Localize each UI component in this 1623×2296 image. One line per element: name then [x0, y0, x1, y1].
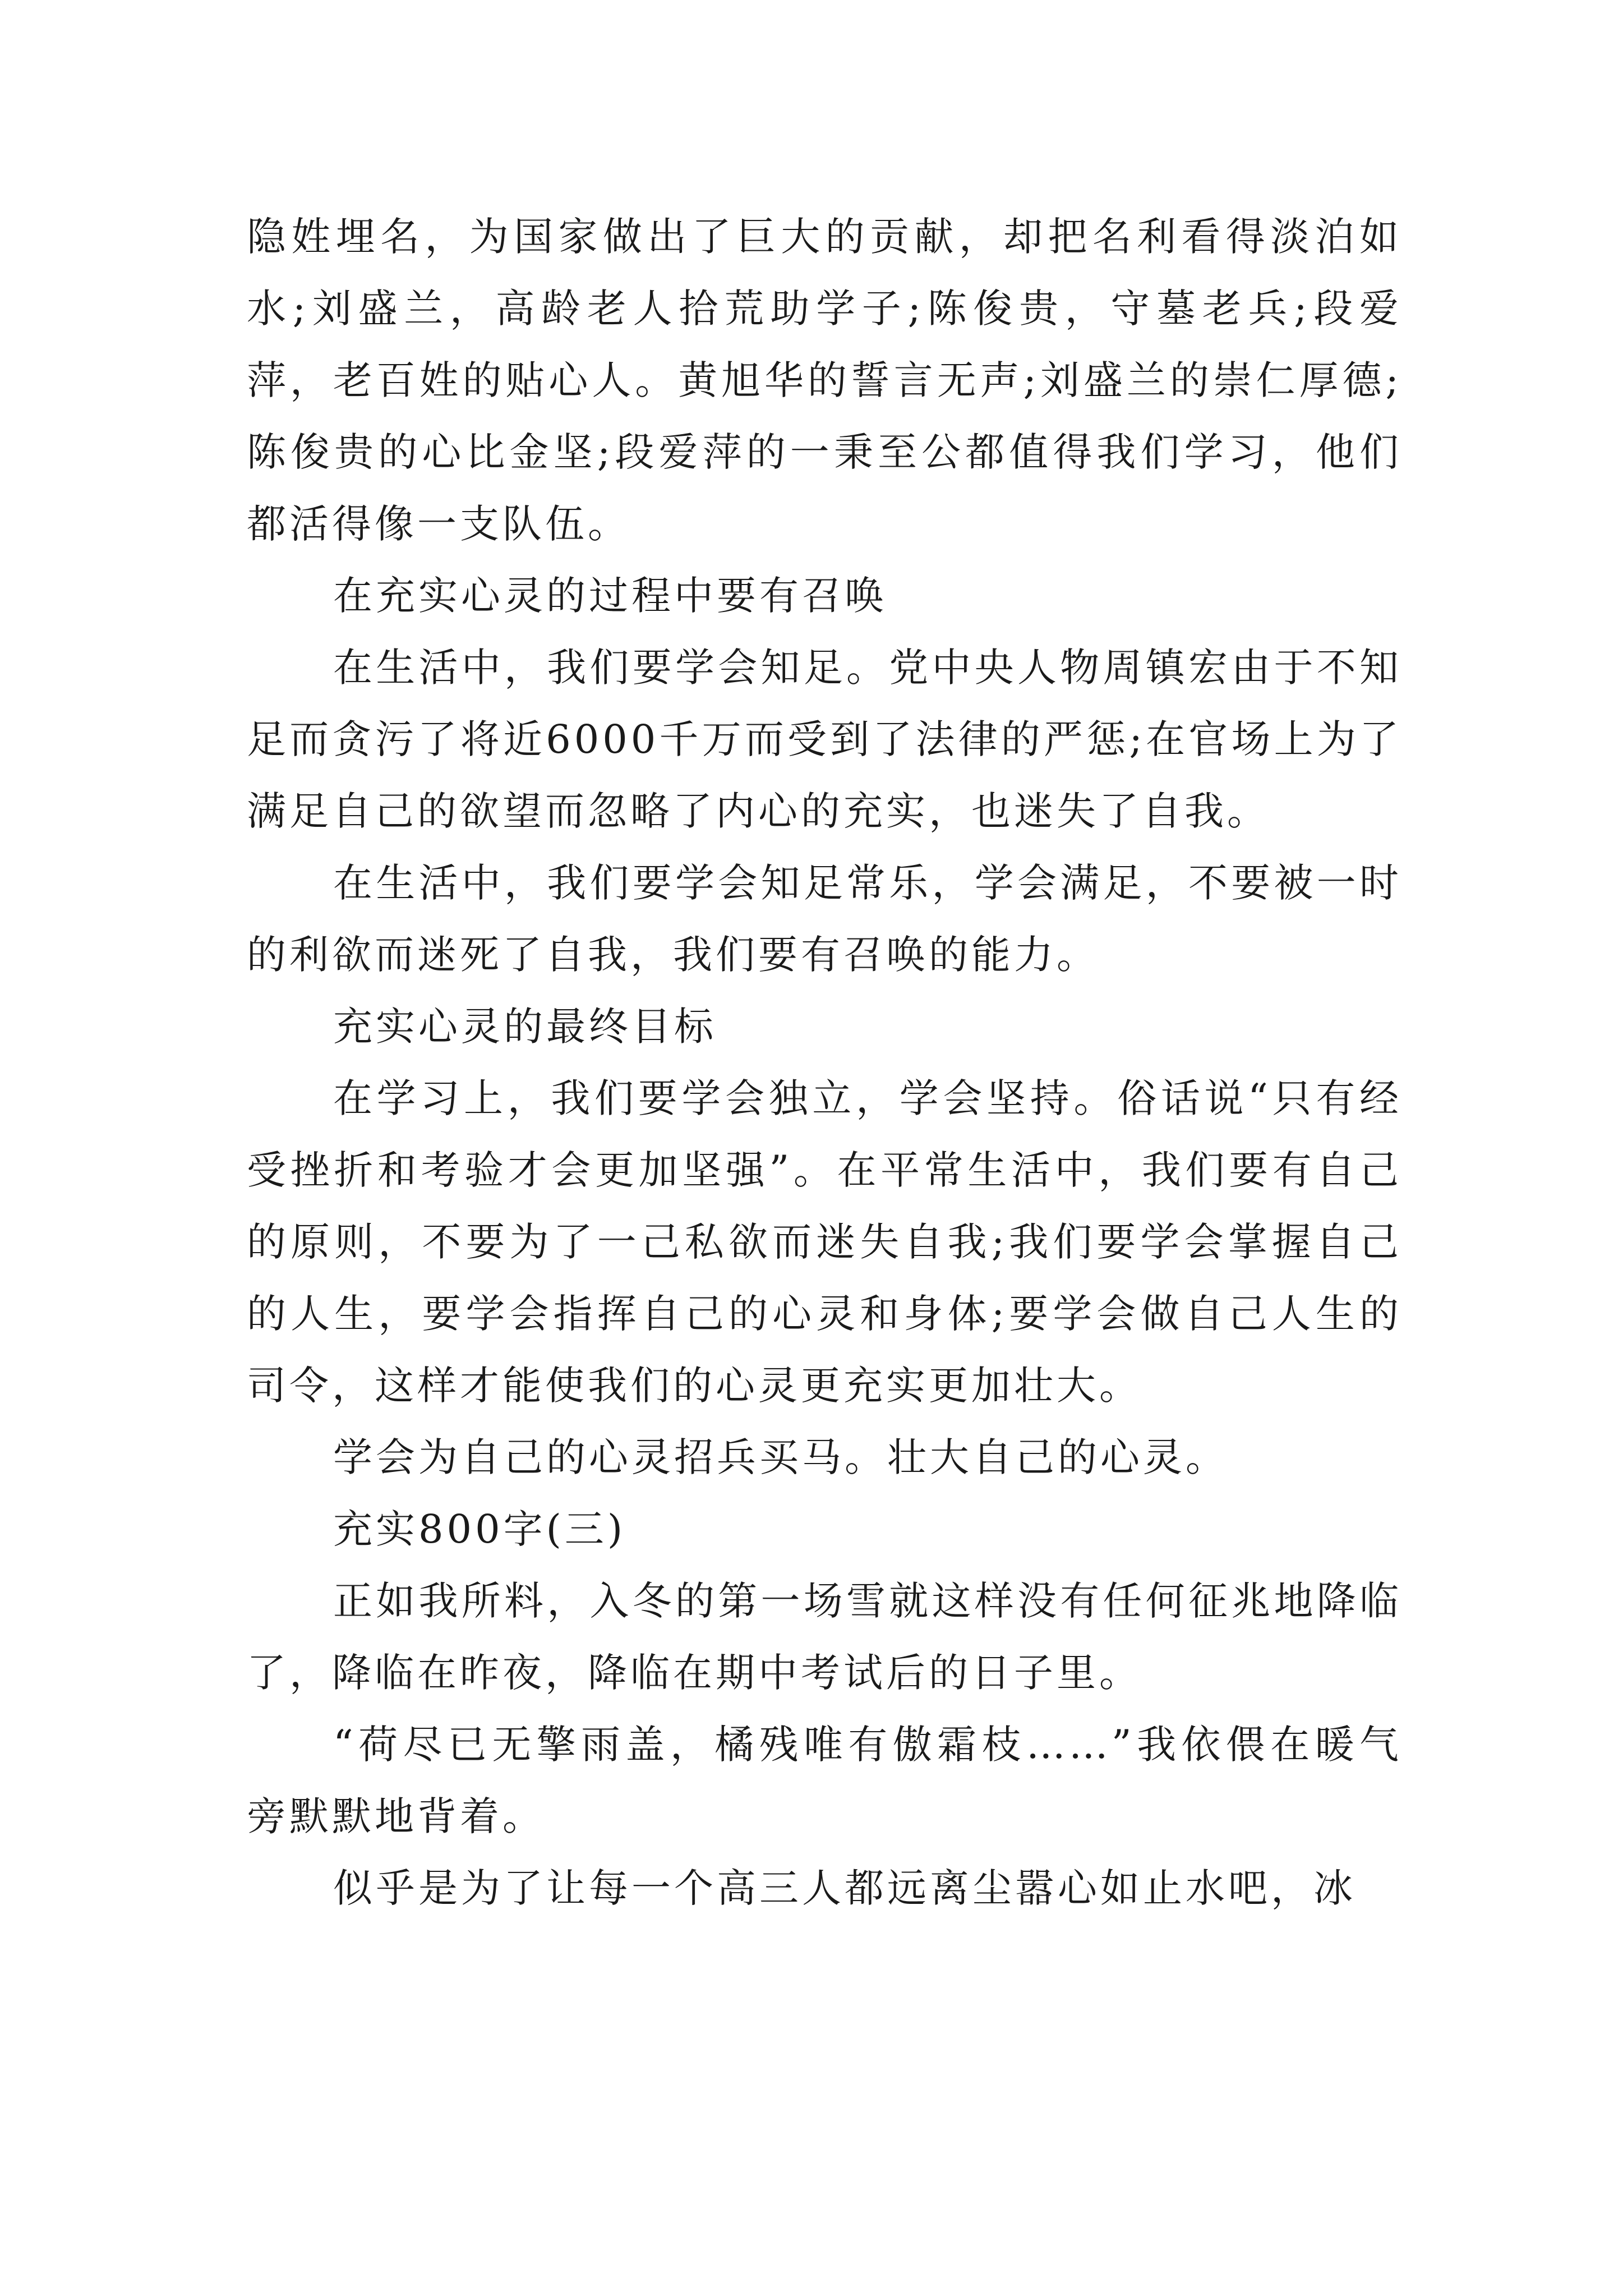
paragraph-8: 充实800字(三) [333, 1506, 626, 1552]
paragraph-5: 充实心灵的最终目标 [333, 1004, 717, 1050]
paragraph-4: 在生活中，我们要学会知足常乐，学会满足，不要被一时的利欲而迷死了自我，我们要有召唤的能力。 [247, 860, 1402, 978]
paragraph-11: 似乎是为了让每一个高三人都远离尘嚣心如止水吧，冰 [333, 1865, 1356, 1911]
paragraph-1: 隐姓埋名，为国家做出了巨大的贡献，却把名利看得淡泊如水;刘盛兰，高龄老人拾荒助学子;陈俊贵，守墓老兵;段爱萍，老百姓的贴心人。黄旭华的誓言无声;刘盛兰的崇仁厚德;陈俊贵的心比金坚;段爱萍的一秉至公都值得我们学习，他们都活得像一支队伍。 [247, 214, 1402, 547]
paragraph-10: “荷尽已无擎雨盖，橘残唯有傲霜枝……”我依偎在暖气旁默默地背着。 [247, 1722, 1402, 1839]
paragraph-2: 在充实心灵的过程中要有召唤 [333, 573, 887, 619]
paragraph-3: 在生活中，我们要学会知足。党中央人物周镇宏由于不知足而贪污了将近6000千万而受到了法律的严惩;在官场上为了满足自己的欲望而忽略了内心的充实，也迷失了自我。 [247, 645, 1402, 834]
paragraph-9: 正如我所料，入冬的第一场雪就这样没有任何征兆地降临了，降临在昨夜，降临在期中考试后的日子里。 [247, 1578, 1402, 1696]
paragraph-7: 学会为自己的心灵招兵买马。壮大自己的心灵。 [333, 1434, 1228, 1480]
body-text [247, 201, 1402, 1924]
paragraph-6: 在学习上，我们要学会独立，学会坚持。俗话说“只有经受挫折和考验才会更加坚强”。在平常生活中，我们要有自己的原则，不要为了一己私欲而迷失自我;我们要学会掌握自己的人生，要学会指挥自己的心灵和身体;要学会做自己人生的司令，这样才能使我们的心灵更充实更加壮大。 [247, 1075, 1402, 1409]
